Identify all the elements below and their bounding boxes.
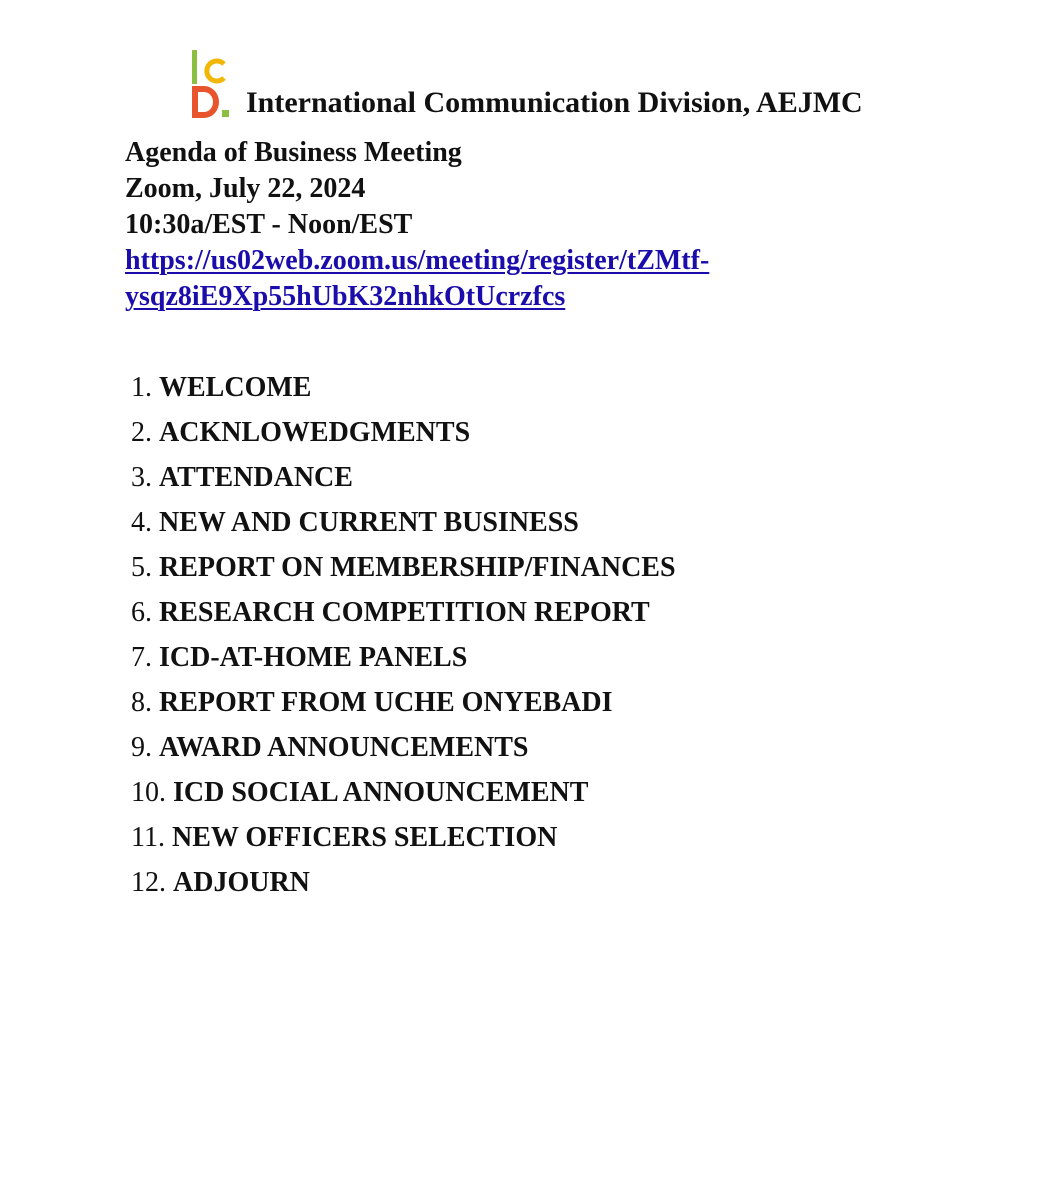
agenda-item [131,635,676,680]
agenda-item-number: 10. [131,777,166,808]
agenda-item [131,680,676,725]
agenda-item [131,545,676,590]
agenda-item [131,590,676,635]
agenda-item-label: REPORT FROM UCHE ONYEBADI [159,687,613,718]
agenda-item-number: 1. [131,372,152,403]
agenda-item-label: WELCOME [159,372,312,403]
agenda-item [131,770,676,815]
logo-letter-c [207,61,224,81]
agenda-item-number: 4. [131,507,152,538]
agenda-item [131,455,676,500]
zoom-registration-link[interactable]: https://us02web.zoom.us/meeting/register/tZMtf- [125,245,710,276]
agenda-item-number: 12. [131,867,166,898]
agenda-item [131,815,676,860]
meeting-time: 10:30a/EST - Noon/EST [125,209,413,240]
agenda-item [131,500,676,545]
agenda-item-label: ATTENDANCE [159,462,353,493]
agenda-item-number: 8. [131,687,152,718]
agenda-item-number: 11. [131,822,165,853]
agenda-item-label: AWARD ANNOUNCEMENTS [159,732,529,763]
org-title: International Communication Division, AEJMC [246,86,863,119]
agenda-item-label: NEW AND CURRENT BUSINESS [159,507,579,538]
agenda-item [131,725,676,770]
agenda-list [131,365,676,905]
logo-letter-i [192,50,197,84]
agenda-item-label: ICD SOCIAL ANNOUNCEMENT [173,777,589,808]
meeting-title: Agenda of Business Meeting [125,137,462,168]
agenda-item-label: RESEARCH COMPETITION REPORT [159,597,650,628]
agenda-item-label: REPORT ON MEMBERSHIP/FINANCES [159,552,676,583]
agenda-item [131,410,676,455]
agenda-item-label: ICD-AT-HOME PANELS [159,642,468,673]
agenda-item-label: NEW OFFICERS SELECTION [171,822,558,853]
meeting-date: Zoom, July 22, 2024 [125,173,366,204]
agenda-item-number: 9. [131,732,152,763]
agenda-item [131,860,676,905]
agenda-item-label: ACKNLOWEDGMENTS [159,417,471,448]
meeting-info [125,135,709,315]
agenda-item-number: 5. [131,552,152,583]
icd-logo [190,50,234,120]
logo-dot [222,110,229,117]
agenda-item-number: 6. [131,597,152,628]
agenda-item-number: 2. [131,417,152,448]
agenda-item-number: 3. [131,462,152,493]
agenda-item-number: 7. [131,642,152,673]
agenda-item-label: ADJOURN [173,867,310,898]
agenda-item [131,365,676,410]
zoom-registration-link-continued[interactable]: ysqz8iE9Xp55hUbK32nhkOtUcrzfcs [125,281,566,312]
logo-letter-d [192,86,219,118]
